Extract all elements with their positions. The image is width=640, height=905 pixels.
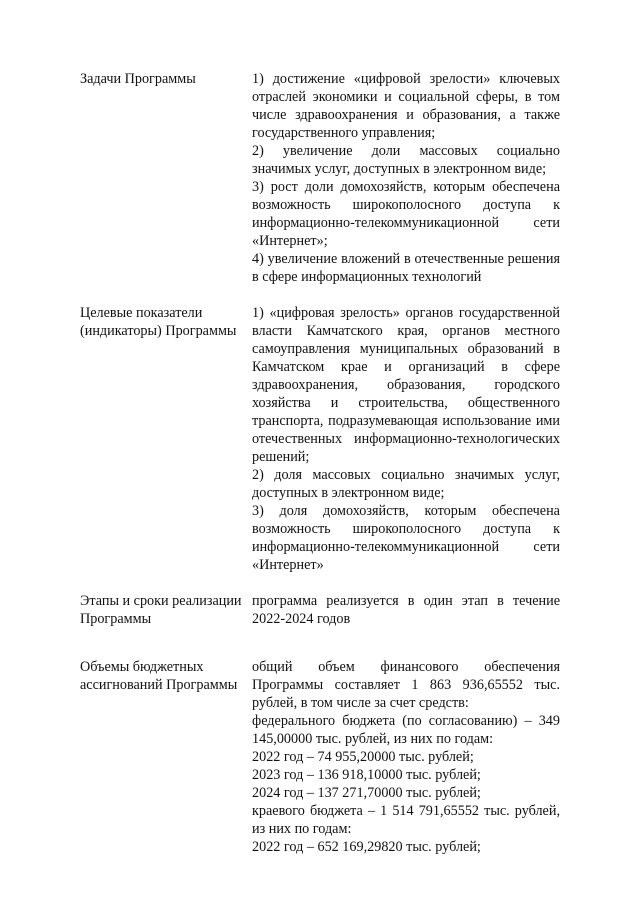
row-target-indicators: [80, 304, 560, 574]
budget-year-line: 2023 год – 136 918,10000 тыс. рублей;: [252, 767, 481, 783]
row-label-indicators: Целевые показатели (индикаторы) Программы: [80, 305, 237, 339]
row-content-budget: [252, 658, 560, 856]
row-label-stages: Этапы и сроки реализации Программы: [80, 593, 242, 627]
budget-paragraph: краевого бюджета – 1 514 791,65552 тыс. рублей, из них по годам:: [252, 803, 560, 837]
budget-year-line: 2022 год – 652 169,29820 тыс. рублей;: [252, 839, 481, 855]
indicator-paragraph: 3) доля домохозяйств, которым обеспечена возможность широкополосного доступа к информационно-телекоммуникационной сети «Интернет»: [252, 503, 560, 573]
row-budget-allocations: [80, 658, 560, 856]
row-content-stages: [252, 592, 560, 628]
task-paragraph: 3) рост доли домохозяйств, которым обеспечена возможность широкополосного доступа к информационно-телекоммуникационной сети «Интернет»;: [252, 179, 560, 249]
indicator-paragraph: 1) «цифровая зрелость» органов государственной власти Камчатского края, органов местного самоуправления муниципальных образований в Камчатском крае и организаций в сфере здравоохранения, образования, городского хозяйства и строительства, общественного транспорта, подразумевающая использование ими отечественных информационно-технологических решений;: [252, 305, 560, 465]
task-paragraph: 4) увеличение вложений в отечественные решения в сфере информационных технологий: [252, 251, 560, 285]
budget-year-line: 2024 год – 137 271,70000 тыс. рублей;: [252, 785, 481, 801]
indicator-paragraph: 2) доля массовых социально значимых услуг, доступных в электронном виде;: [252, 467, 560, 501]
row-content-indicators: [252, 304, 560, 574]
stages-paragraph: программа реализуется в один этап в течение 2022-2024 годов: [252, 593, 560, 627]
row-label-tasks: Задачи Программы: [80, 71, 196, 87]
task-paragraph: 1) достижение «цифровой зрелости» ключевых отраслей экономики и социальной сферы, в том числе здравоохранения и образования, а также государственного управления;: [252, 71, 560, 141]
task-paragraph: 2) увеличение доли массовых социально значимых услуг, доступных в электронном виде;: [252, 143, 560, 177]
row-program-tasks: [80, 70, 560, 286]
row-stages-terms: [80, 592, 560, 628]
budget-year-line: 2022 год – 74 955,20000 тыс. рублей;: [252, 749, 474, 765]
budget-paragraph: общий объем финансового обеспечения Программы составляет 1 863 936,65552 тыс. рублей, в том числе за счет средств:: [252, 659, 560, 711]
budget-paragraph: федерального бюджета (по согласованию) – 349 145,00000 тыс. рублей, из них по годам:: [252, 713, 560, 747]
row-content-tasks: [252, 70, 560, 286]
row-label-budget: Объемы бюджетных ассигнований Программы: [80, 659, 238, 693]
